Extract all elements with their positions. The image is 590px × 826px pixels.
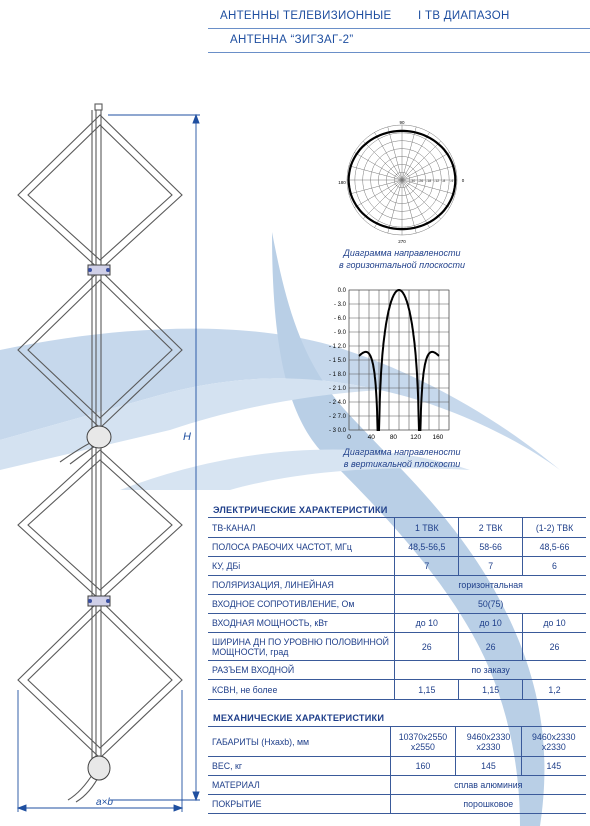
spec-row <box>208 614 586 633</box>
vertical-x-tick: 120 <box>410 434 422 441</box>
vertical-caption-line1: Диаграмма направлености <box>343 447 461 457</box>
spec-label: КСВН, не более <box>208 680 395 700</box>
vertical-x-tick: 40 <box>367 434 375 441</box>
spec-label: КУ, ДБі <box>208 557 395 576</box>
spec-value: до 10 <box>459 614 523 633</box>
spec-value: 6 <box>523 557 586 576</box>
spec-label: ТВ-КАНАЛ <box>208 518 395 538</box>
spec-value: 2 ТВК <box>459 518 523 538</box>
vertical-y-tick: - 3.0 <box>333 302 346 308</box>
spec-value: 160 <box>390 757 456 776</box>
polar-radial-label: -4 <box>450 179 454 183</box>
spec-value: 26 <box>459 633 523 661</box>
mechanical-table <box>208 726 586 814</box>
spec-label: ВХОДНОЕ СОПРОТИВЛЕНИЕ, Ом <box>208 595 395 614</box>
spec-value: 7 <box>395 557 459 576</box>
polar-label-270: 270 <box>398 239 406 244</box>
vertical-y-tick: - 2 7.0 <box>328 414 346 420</box>
spec-value: 1,2 <box>523 680 586 700</box>
vertical-y-tick: - 3 0.0 <box>328 428 346 434</box>
spec-label: ПОКРЫТИЕ <box>208 795 390 814</box>
polar-caption-line1: Диаграмма направлености <box>343 248 461 258</box>
spec-row <box>208 757 586 776</box>
height-dimension-label: H <box>183 431 191 443</box>
electrical-title: ЭЛЕКТРИЧЕСКИЕ ХАРАКТЕРИСТИКИ <box>213 505 388 515</box>
vertical-x-tick: 160 <box>432 434 444 441</box>
spec-value: 10370x2550 x2550 <box>390 727 456 757</box>
vertical-y-tick: 0.0 <box>337 288 346 294</box>
header-divider <box>208 28 590 29</box>
spec-value: 48,5-66 <box>523 538 586 557</box>
spec-row <box>208 727 586 757</box>
spec-value: 145 <box>521 757 586 776</box>
vertical-y-tick: - 2 1.0 <box>328 386 346 392</box>
vertical-x-tick: 80 <box>389 434 398 441</box>
mechanical-title: МЕХАНИЧЕСКИЕ ХАРАКТЕРИСТИКИ <box>213 713 385 723</box>
spec-value: 50(75) <box>395 595 586 614</box>
spec-label: МАТЕРИАЛ <box>208 776 390 795</box>
spec-value: горизонтальная <box>395 576 586 595</box>
spec-value: сплав алюминия <box>390 776 586 795</box>
spec-value: 1,15 <box>459 680 523 700</box>
vertical-x-tick: 0 <box>347 434 351 441</box>
polar-caption-line2: в горизонтальной плоскости <box>339 260 465 270</box>
spec-label: РАЗЪЕМ ВХОДНОЙ <box>208 661 395 680</box>
spec-value: 9460x2330 x2330 <box>456 727 521 757</box>
spec-label: ШИРИНА ДН ПО УРОВНЮ ПОЛОВИННОЙ МОЩНОСТИ, град <box>208 633 395 661</box>
spec-row <box>208 595 586 614</box>
vertical-y-tick: - 2 4.0 <box>328 400 346 406</box>
spec-row <box>208 680 586 700</box>
vertical-y-tick: - 1 5.0 <box>328 358 346 364</box>
header-divider-2 <box>208 52 590 53</box>
header-category: АНТЕННЫ ТЕЛЕВИЗИОННЫЕ <box>220 10 392 22</box>
polar-label-180: 180 <box>338 180 346 185</box>
vertical-caption-line2: в вертикальной плоскости <box>343 459 461 469</box>
vertical-diagram <box>322 283 472 443</box>
header-model: АНТЕННА “ЗИГЗАГ-2” <box>230 34 354 46</box>
spec-value: 9460x2330 x2330 <box>521 727 586 757</box>
spec-value: 58-66 <box>459 538 523 557</box>
spec-value: 26 <box>395 633 459 661</box>
spec-label: ВЕС, кг <box>208 757 390 776</box>
spec-label: ГАБАРИТЫ (Hxaxb), мм <box>208 727 390 757</box>
electrical-table <box>208 517 586 700</box>
spec-row <box>208 795 586 814</box>
spec-row <box>208 576 586 595</box>
spec-value: 1 ТВК <box>395 518 459 538</box>
polar-radial-label: -8 <box>442 179 446 183</box>
spec-row <box>208 633 586 661</box>
spec-label: ПОЛОСА РАБОЧИХ ЧАСТОТ, МГц <box>208 538 395 557</box>
spec-value: до 10 <box>523 614 586 633</box>
spec-row <box>208 776 586 795</box>
polar-radial-label: -12 <box>434 179 440 183</box>
vertical-y-tick: - 9.0 <box>333 330 346 336</box>
base-dimension-label: a×b <box>96 797 113 808</box>
spec-row <box>208 661 586 680</box>
vertical-caption <box>322 446 482 470</box>
vertical-y-tick: - 6.0 <box>333 316 346 322</box>
spec-value: 7 <box>459 557 523 576</box>
spec-value: порошковое <box>390 795 586 814</box>
spec-value: 145 <box>456 757 521 776</box>
spec-row <box>208 557 586 576</box>
polar-radial-label: -30 <box>410 179 416 183</box>
spec-row <box>208 518 586 538</box>
spec-label: ПОЛЯРИЗАЦИЯ, ЛИНЕЙНАЯ <box>208 576 395 595</box>
header-band: I ТВ ДИАПАЗОН <box>418 10 510 22</box>
spec-value: 1,15 <box>395 680 459 700</box>
spec-row <box>208 538 586 557</box>
polar-radial-label: -26 <box>418 179 424 183</box>
vertical-y-tick: - 1 2.0 <box>328 344 346 350</box>
spec-value: (1-2) ТВК <box>523 518 586 538</box>
polar-radial-label: -18 <box>426 179 432 183</box>
spec-value: по заказу <box>395 661 586 680</box>
polar-label-0: 0 <box>461 178 465 183</box>
polar-diagram <box>335 118 470 246</box>
spec-value: до 10 <box>395 614 459 633</box>
spec-label: ВХОДНАЯ МОЩНОСТЬ, кВт <box>208 614 395 633</box>
vertical-y-tick: - 1 8.0 <box>328 372 346 378</box>
spec-value: 26 <box>523 633 586 661</box>
spec-value: 48,5-56,5 <box>395 538 459 557</box>
polar-caption <box>322 247 482 271</box>
polar-label-90: 90 <box>399 120 405 125</box>
antenna-drawing <box>0 0 210 826</box>
